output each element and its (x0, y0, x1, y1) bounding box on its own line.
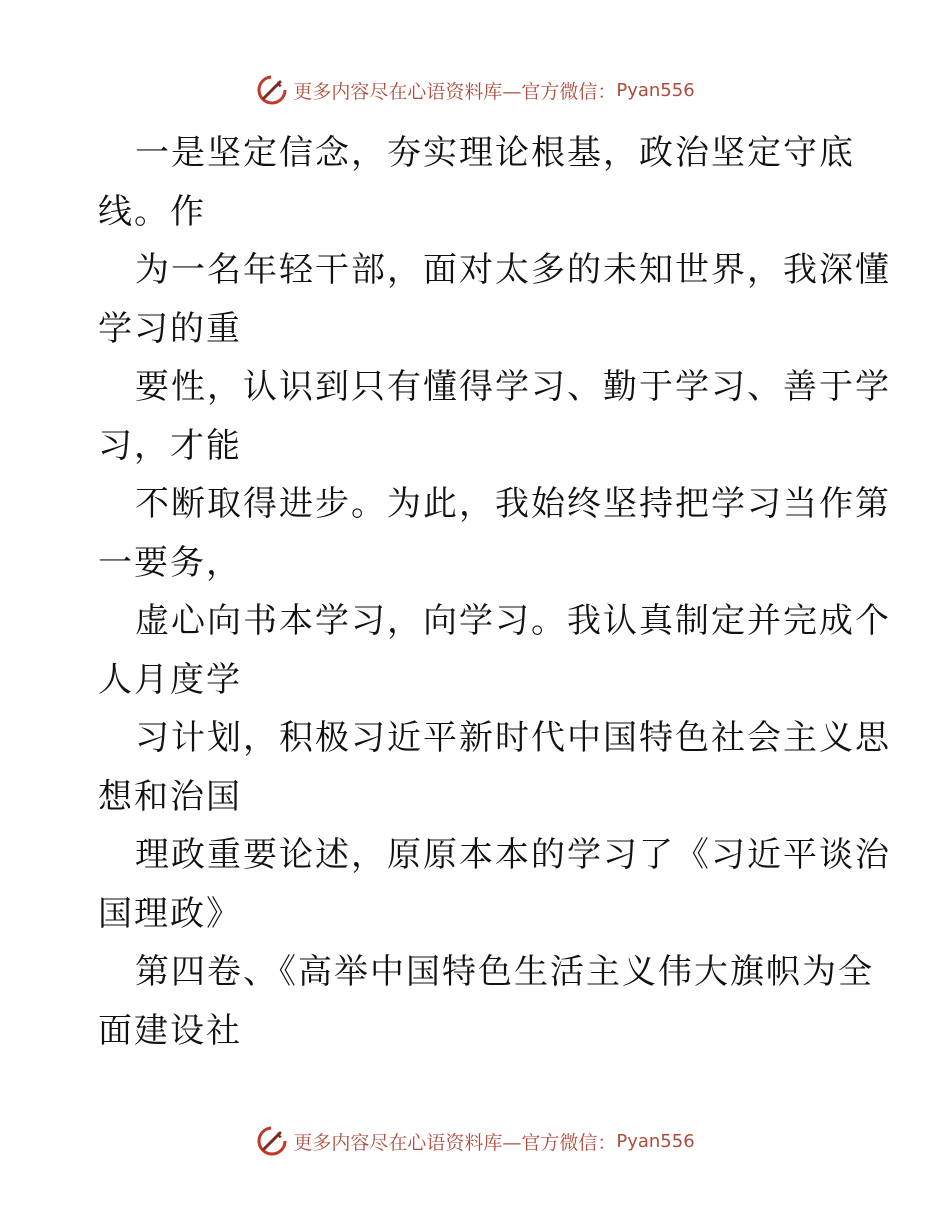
body-line: 想和治国 (98, 776, 242, 817)
pen-swirl-logo-icon (255, 1124, 289, 1158)
body-line: 人月度学 (98, 659, 242, 700)
watermark-text: 更多内容尽在心语资料库—官方微信： (293, 1131, 617, 1154)
body-line: 不断取得进步。为此，我始终坚持把学习当作第 (135, 484, 891, 524)
body-line: 为一名年轻干部，面对太多的未知世界，我深懂 (135, 250, 891, 290)
wechat-id: Pyan556 (616, 1130, 695, 1152)
body-line: 面建设社 (98, 1010, 242, 1051)
header-watermark (0, 70, 950, 110)
body-line: 学习的重 (98, 308, 242, 349)
body-line: 虚心向书本学习，向学习。我认真制定并完成个 (135, 601, 891, 641)
body-line: 第四卷、《高举中国特色生活主义伟大旗帜为全 (135, 952, 874, 992)
wechat-id: Pyan556 (616, 79, 695, 101)
body-line: 习计划，积极习近平新时代中国特色社会主义思 (135, 718, 891, 758)
body-line: 习，才能 (98, 425, 242, 466)
body-line: 要性，认识到只有懂得学习、勤于学习、善于学 (135, 367, 891, 407)
watermark-text: 更多内容尽在心语资料库—官方微信： (293, 80, 617, 103)
body-line: 线。作 (98, 191, 206, 232)
body-line: 理政重要论述，原原本本的学习了《习近平谈治 (135, 835, 891, 875)
body-line: 一要务， (98, 542, 242, 583)
body-line: 国理政》 (98, 893, 242, 934)
footer-watermark (0, 1121, 950, 1161)
body-line: 一是坚定信念，夯实理论根基，政治坚定守底 (135, 133, 855, 173)
document-body (98, 124, 891, 1060)
pen-swirl-logo-icon (255, 73, 289, 107)
